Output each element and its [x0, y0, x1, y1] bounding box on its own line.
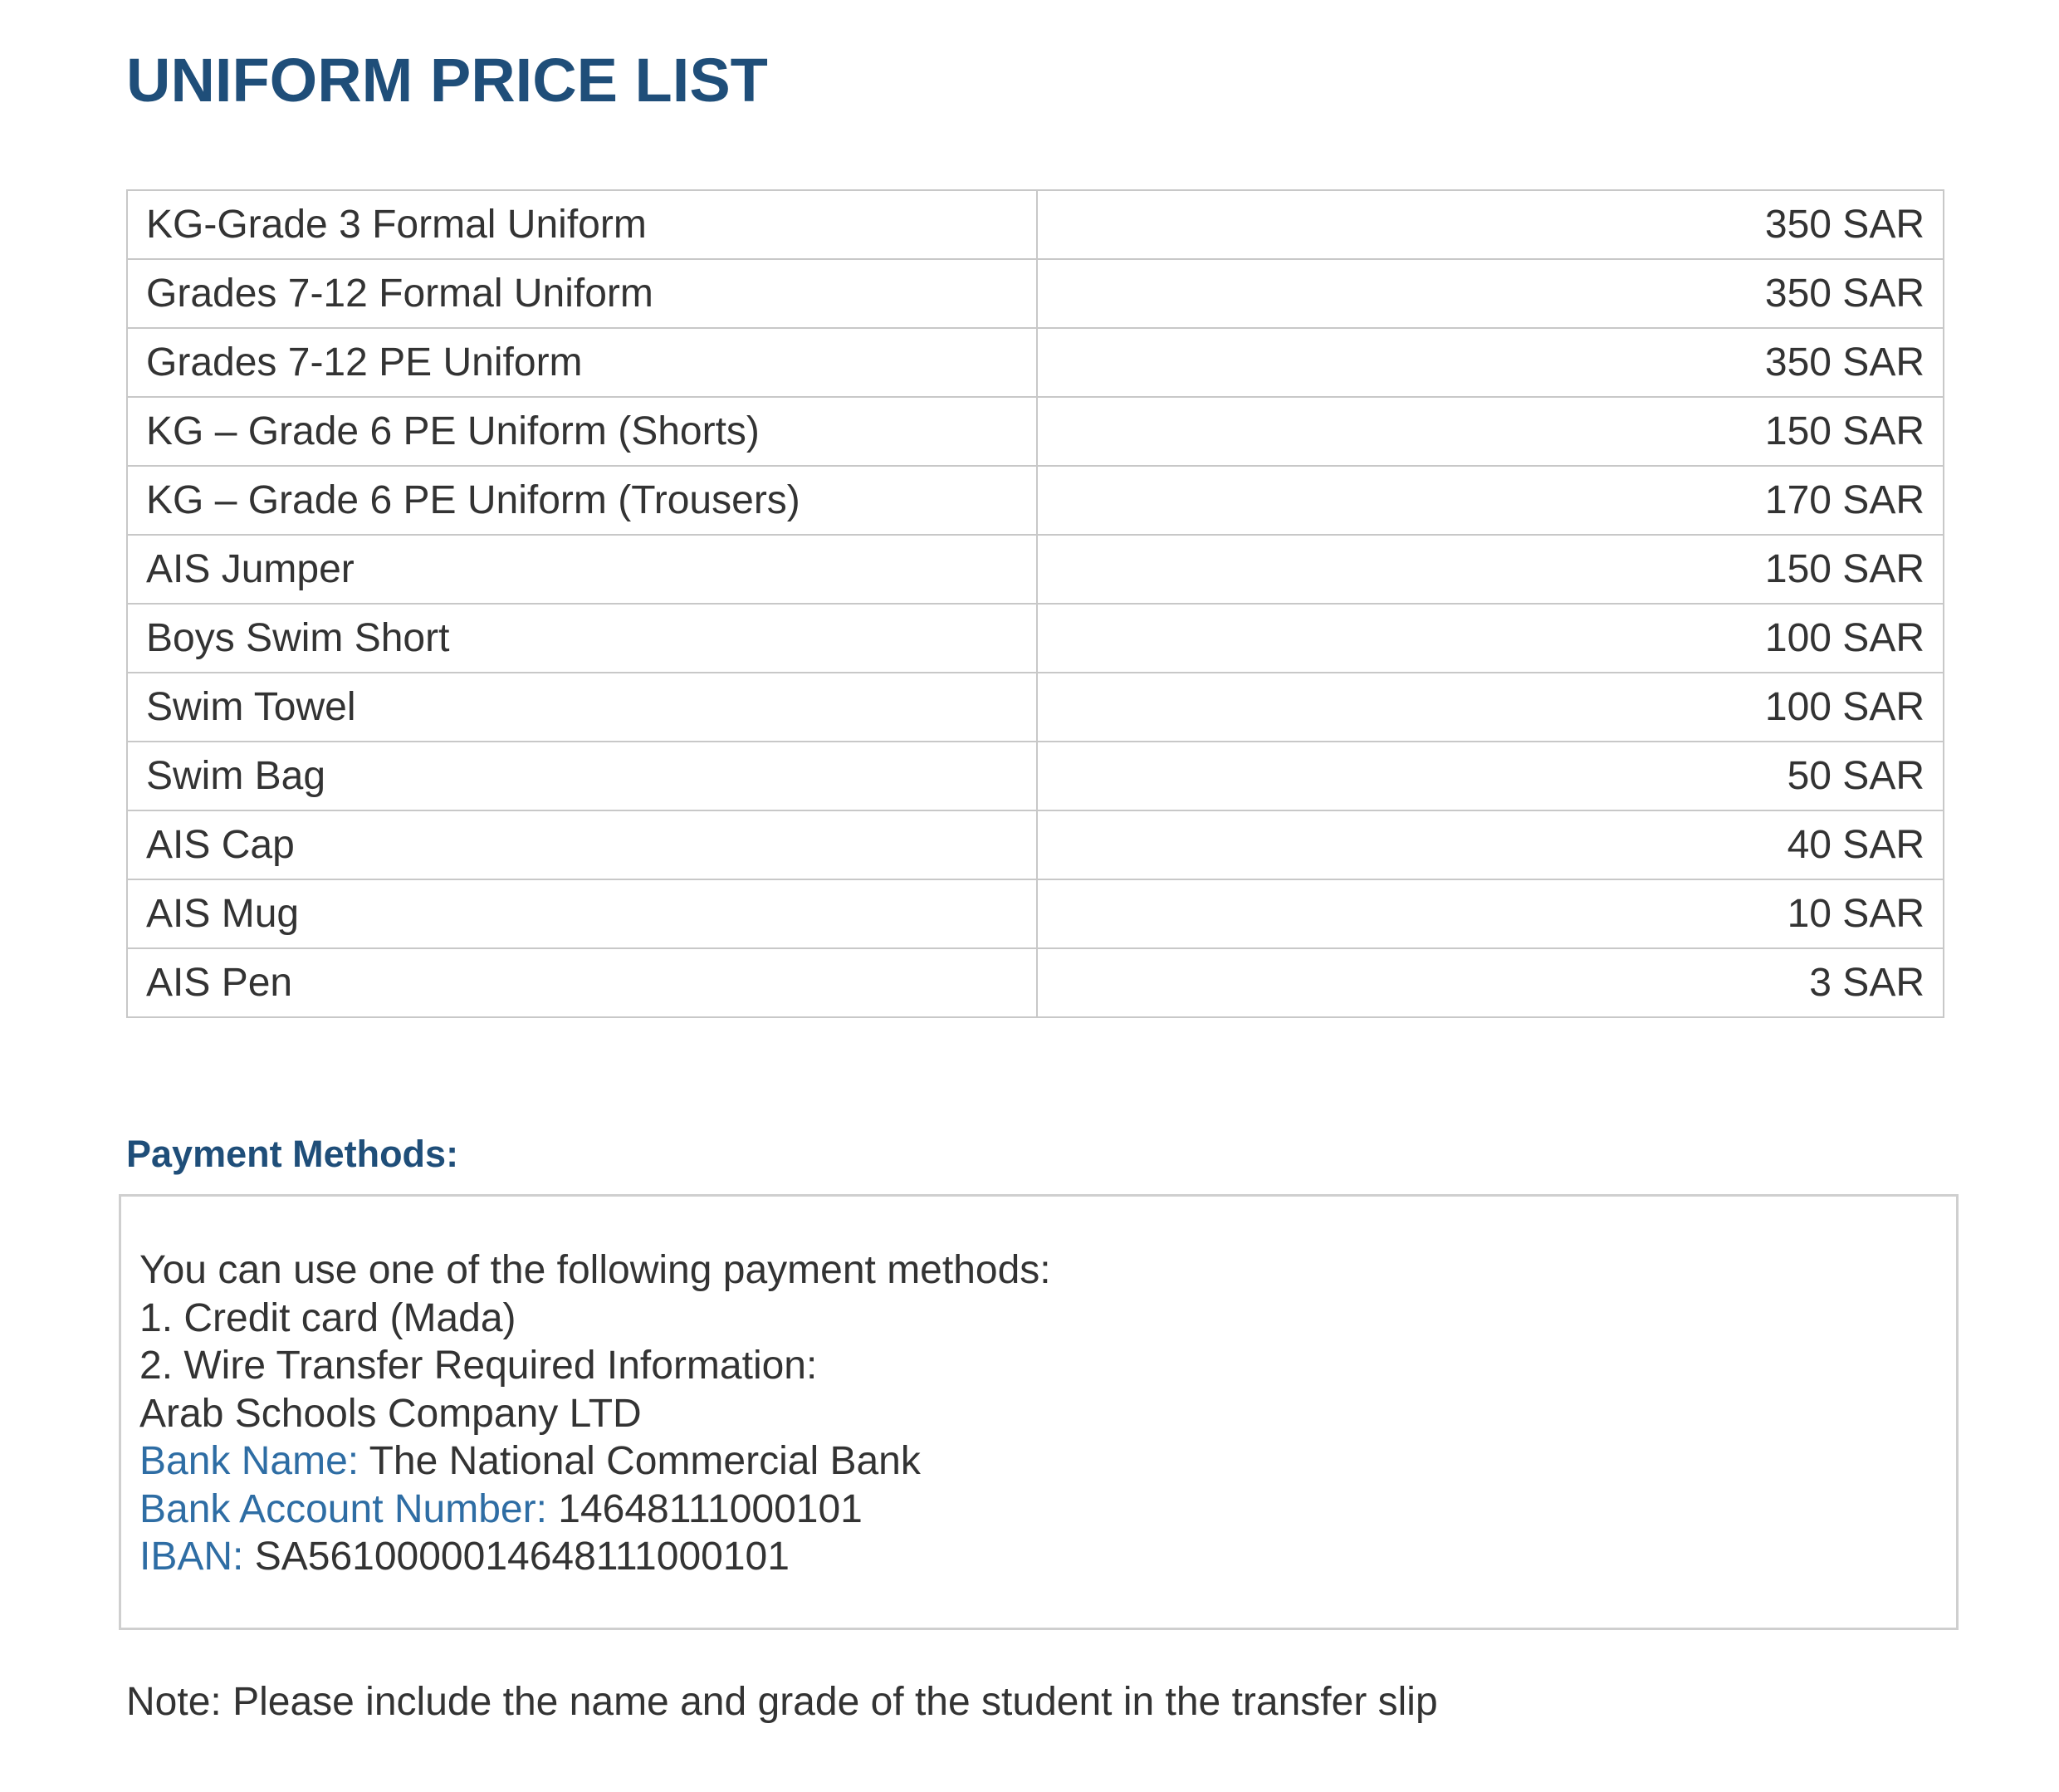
payment-method-wire-transfer: 2. Wire Transfer Required Information: — [139, 1344, 818, 1388]
page-title: UNIFORM PRICE LIST — [126, 46, 768, 115]
bank-name-label: Bank Name: — [139, 1439, 359, 1483]
item-name: AIS Jumper — [127, 535, 1037, 604]
item-price: 350 SAR — [1037, 328, 1944, 397]
item-price: 40 SAR — [1037, 810, 1944, 879]
item-name: AIS Cap — [127, 810, 1037, 879]
item-price: 3 SAR — [1037, 948, 1944, 1017]
transfer-note: Note: Please include the name and grade of the student in the transfer slip — [126, 1680, 1438, 1724]
price-table — [126, 189, 1944, 1018]
payment-details — [139, 1246, 1051, 1581]
item-price: 100 SAR — [1037, 673, 1944, 742]
payment-methods-heading: Payment Methods: — [126, 1133, 459, 1175]
item-price: 10 SAR — [1037, 879, 1944, 948]
table-row — [127, 810, 1944, 879]
item-name: Grades 7-12 PE Uniform — [127, 328, 1037, 397]
account-number-value: 14648111000101 — [558, 1486, 863, 1531]
iban-label: IBAN: — [139, 1535, 244, 1579]
table-row — [127, 673, 1944, 742]
table-row — [127, 328, 1944, 397]
table-row — [127, 948, 1944, 1017]
item-name: Swim Bag — [127, 742, 1037, 810]
item-price: 170 SAR — [1037, 466, 1944, 535]
table-row — [127, 190, 1944, 259]
price-table-body — [127, 190, 1944, 1017]
bank-name-value: The National Commercial Bank — [369, 1439, 921, 1483]
iban-line — [139, 1533, 1051, 1581]
item-name: KG – Grade 6 PE Uniform (Trousers) — [127, 466, 1037, 535]
item-name: Grades 7-12 Formal Uniform — [127, 259, 1037, 328]
table-row — [127, 604, 1944, 673]
payment-intro: You can use one of the following payment methods: — [139, 1248, 1051, 1292]
table-row — [127, 397, 1944, 466]
table-row — [127, 259, 1944, 328]
item-price: 50 SAR — [1037, 742, 1944, 810]
account-number-label: Bank Account Number: — [139, 1486, 547, 1531]
item-price: 150 SAR — [1037, 397, 1944, 466]
item-name: AIS Pen — [127, 948, 1037, 1017]
iban-value: SA5610000014648111000101 — [254, 1535, 790, 1579]
item-name: AIS Mug — [127, 879, 1037, 948]
table-row — [127, 742, 1944, 810]
table-row — [127, 535, 1944, 604]
account-number-line — [139, 1486, 1051, 1534]
item-name: Boys Swim Short — [127, 604, 1037, 673]
item-name: Swim Towel — [127, 673, 1037, 742]
item-name: KG – Grade 6 PE Uniform (Shorts) — [127, 397, 1037, 466]
bank-name-line — [139, 1437, 1051, 1486]
company-name: Arab Schools Company LTD — [139, 1391, 642, 1436]
payment-method-credit-card: 1. Credit card (Mada) — [139, 1295, 516, 1340]
item-price: 350 SAR — [1037, 190, 1944, 259]
item-price: 350 SAR — [1037, 259, 1944, 328]
payment-info-box — [119, 1194, 1959, 1630]
table-row — [127, 466, 1944, 535]
table-row — [127, 879, 1944, 948]
item-name: KG-Grade 3 Formal Uniform — [127, 190, 1037, 259]
item-price: 100 SAR — [1037, 604, 1944, 673]
item-price: 150 SAR — [1037, 535, 1944, 604]
